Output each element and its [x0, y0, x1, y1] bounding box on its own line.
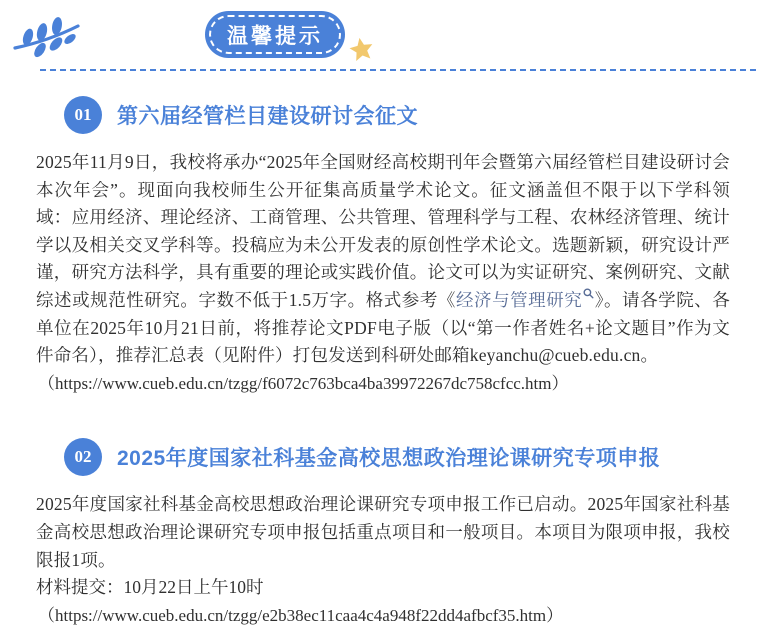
section-2-heading [64, 438, 730, 476]
section-2-paragraph: 2025年度国家社科基金高校思想政治理论课研究专项申报工作已启动。2025年国家社科基金高校思想政治理论课研究专项申报包括重点项目和一般项目。本项目为限项申报，我校限报1项。 [36, 494, 730, 570]
dashed-divider [40, 69, 756, 71]
section-1-number-badge: 01 [64, 96, 102, 134]
section-2-title: 2025年度国家社科基金高校思想政治理论课研究专项申报 [117, 447, 661, 471]
star-icon [346, 34, 377, 65]
section-1-text-before-link: 2025年11月9日，我校将承办“2025年全国财经高校期刊年会暨第六届经管栏目建设研讨会本次年会”。现面向我校师生公开征集高质量学术论文。征文涵盖但不限于以下学科领域：应用经济、理论经济、工商管理、公共管理、管理科学与工程、农林经济管理、统计学以及相关交叉学科等。投稿应为未公开发表的原创性学术论文。选题新颖，研究设计严谨，研究方法科学，具有重要的理论或实践价值。论文可以为实证研究、案例研究、文献综述或规范性研究。字数不低于1.5万字。格式参考《 [36, 152, 730, 310]
tips-badge-label: 温馨提示 [227, 24, 323, 48]
journal-link-label: 经济与管理研究 [455, 289, 583, 310]
section-1-heading [64, 96, 730, 134]
branch-leaves-icon [12, 13, 82, 59]
section-2-number-badge: 02 [64, 438, 102, 476]
section-1-title: 第六届经管栏目建设研讨会征文 [117, 105, 418, 128]
article-header [0, 0, 766, 70]
section-2-material-line: 材料提交：10月22日上午10时 [36, 577, 264, 598]
tips-badge [205, 11, 345, 58]
section-1-text-after-link: 》。请各学院、各单位在2025年10月21日前，将推荐论文PDF电子版（以“第一作者姓名+论文题目”作为文件命名），推荐汇总表（见附件）打包发送到科研处邮箱keyanchu@cueb.edu.cn。 [36, 289, 731, 366]
section-2-url: （https://www.cueb.edu.cn/tzgg/e2b38ec11caa4c4a948f22dd4afbcf35.htm） [38, 605, 564, 625]
search-icon [583, 280, 594, 308]
section-1-url: （https://www.cueb.edu.cn/tzgg/f6072c763bca4ba39972267dc758cfcc.htm） [38, 373, 569, 393]
section-1-paragraph [36, 149, 730, 370]
journal-link[interactable] [456, 290, 594, 310]
